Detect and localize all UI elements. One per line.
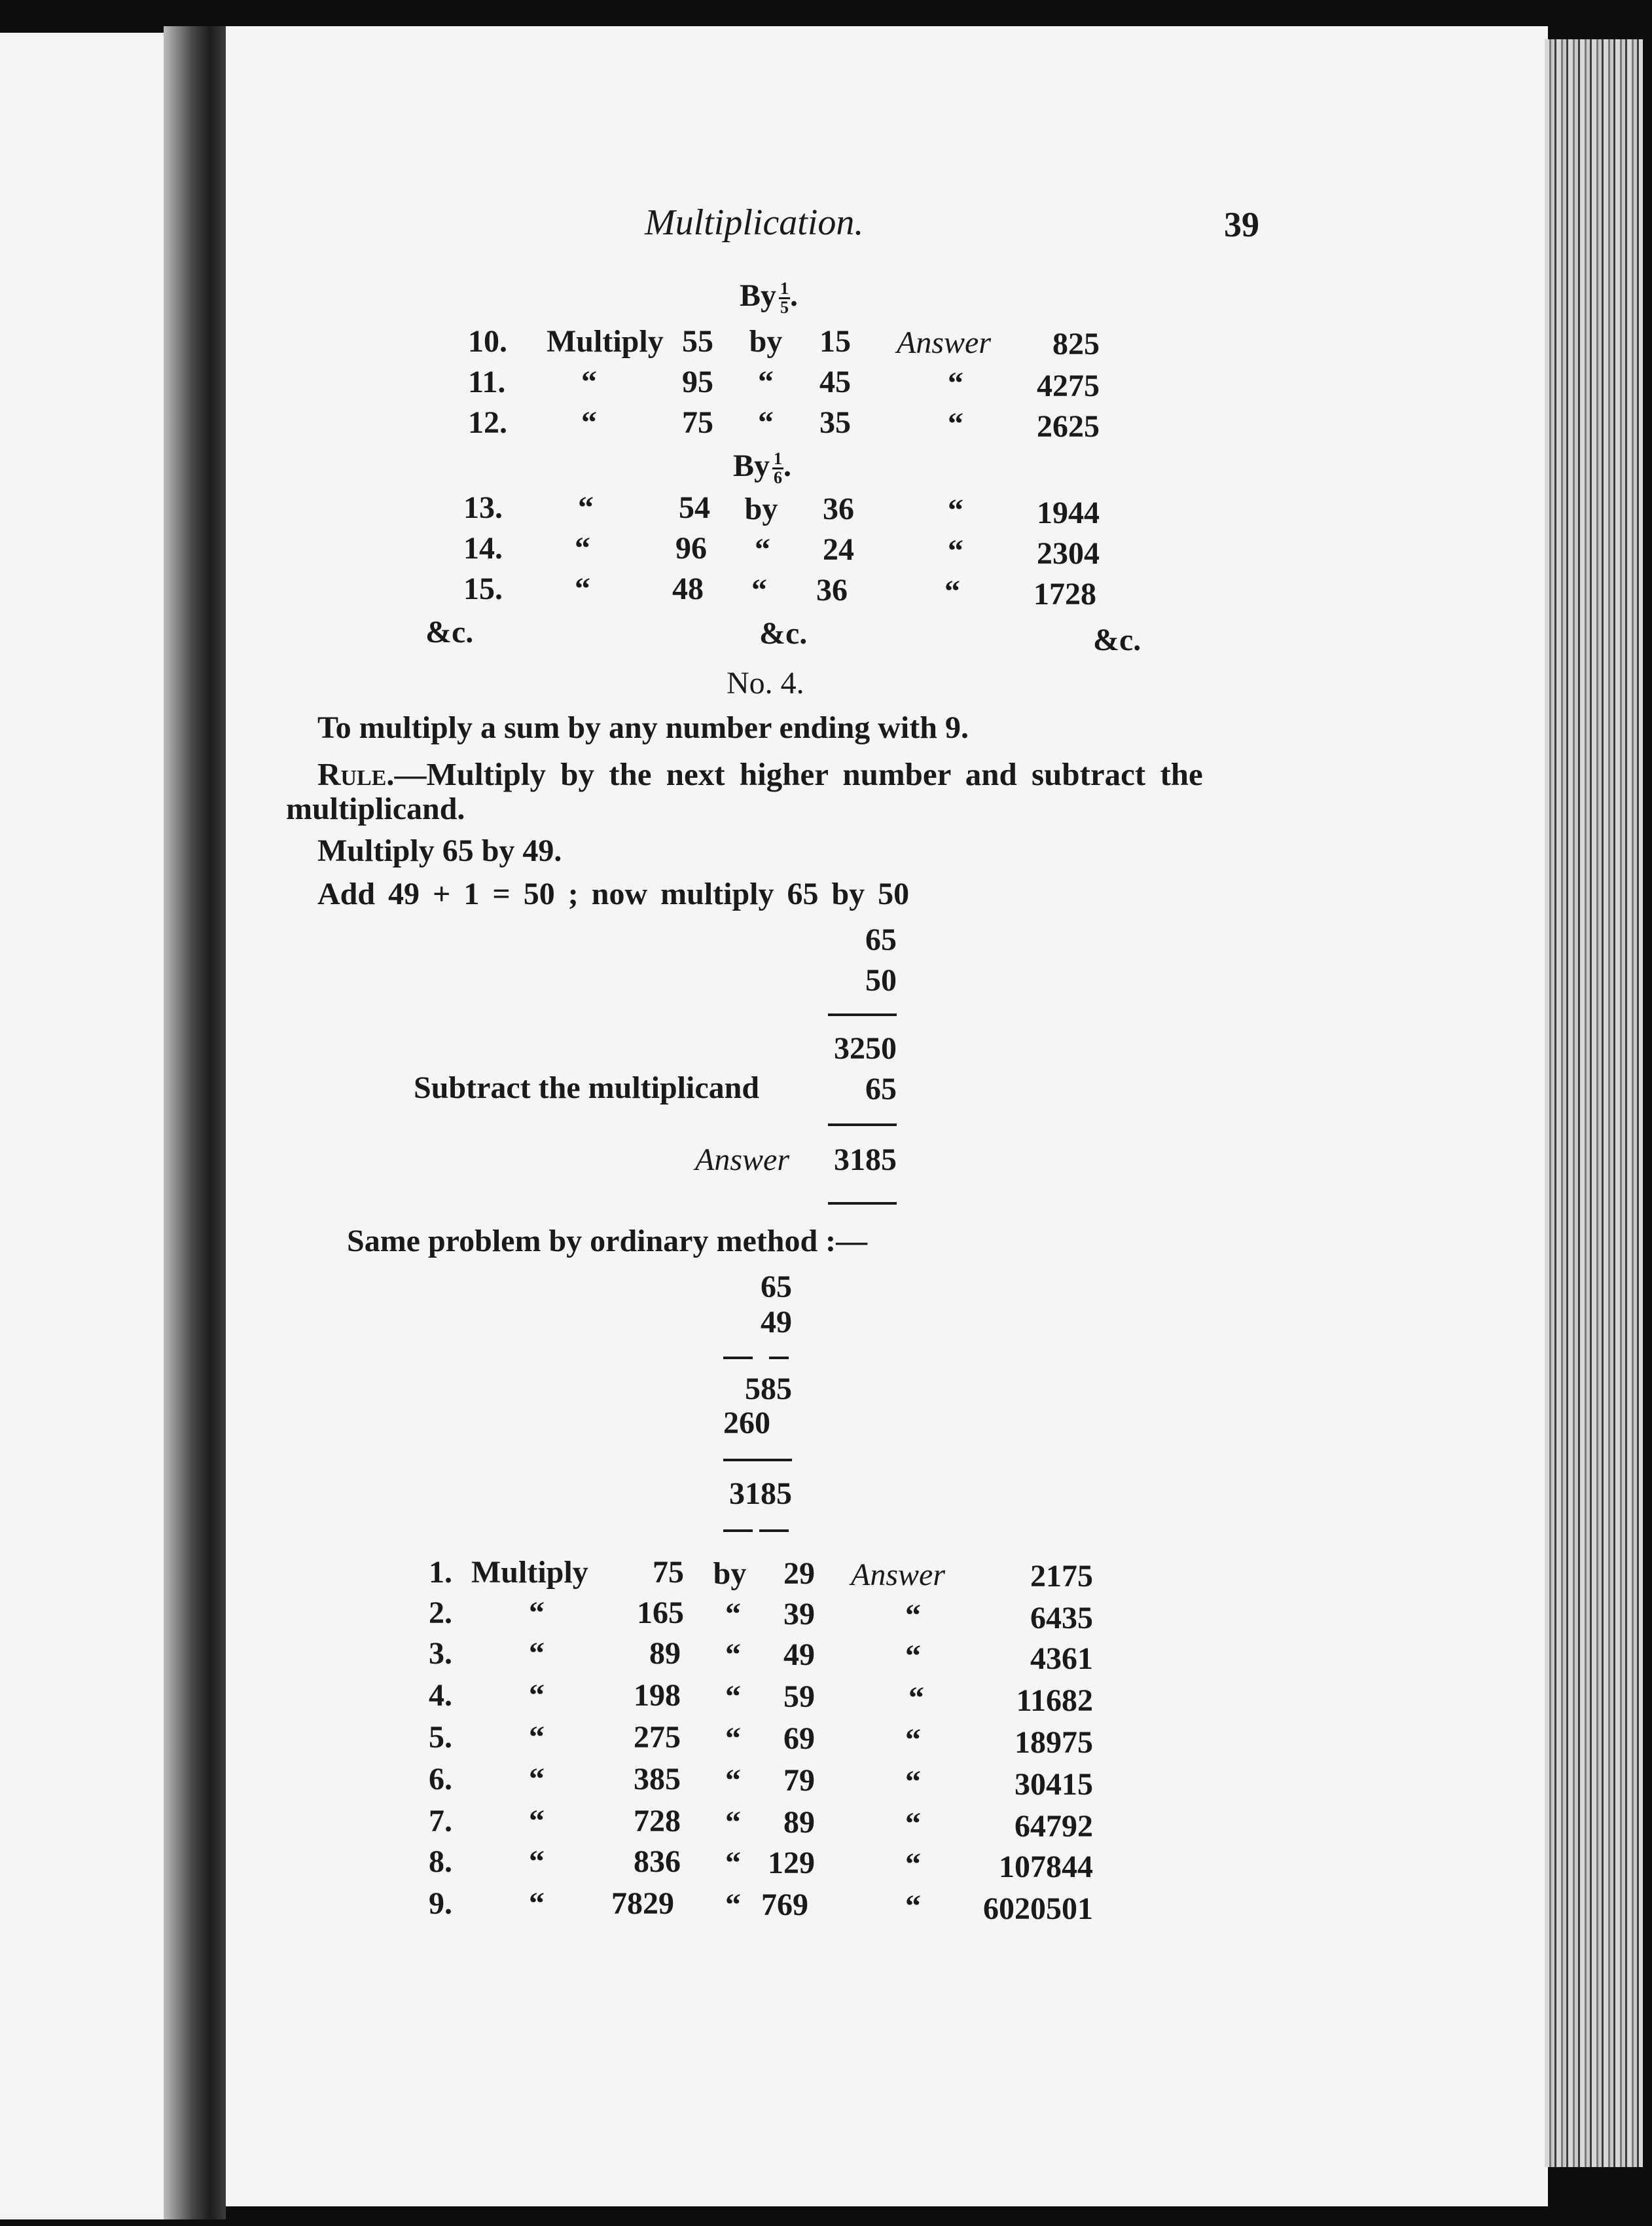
ordinary-partial-1: 585 xyxy=(745,1372,792,1406)
book-gutter xyxy=(164,26,226,2219)
row-multiplier: 36 xyxy=(816,573,848,608)
row-number: 7. xyxy=(429,1804,452,1838)
row-word: “ xyxy=(529,1844,545,1879)
row-word: “ xyxy=(529,1804,545,1838)
row-answer: 1728 xyxy=(1033,577,1096,611)
work-rule xyxy=(828,1202,897,1205)
row-by: “ xyxy=(725,1637,741,1672)
row-number: 2. xyxy=(429,1596,452,1630)
left-page-edge xyxy=(0,33,187,2219)
row-multiplier: 29 xyxy=(783,1556,815,1591)
row-by: “ xyxy=(725,1888,741,1922)
row-word: “ xyxy=(529,1762,545,1797)
row-by: “ xyxy=(758,365,774,399)
row-by: “ xyxy=(755,532,770,567)
row-answer-label: “ xyxy=(905,1806,921,1841)
etc-marker: &c. xyxy=(759,616,808,651)
row-multiplier: 36 xyxy=(823,492,854,526)
work-subtract-value: 65 xyxy=(865,1072,897,1106)
row-by: by xyxy=(713,1556,747,1591)
no4-example: Multiply 65 by 49. xyxy=(317,833,562,868)
row-answer-label: “ xyxy=(944,574,960,609)
row-number: 15. xyxy=(463,572,503,606)
section-heading-no4: No. 4. xyxy=(727,666,804,701)
row-by: by xyxy=(749,324,783,359)
row-multiplier: 45 xyxy=(819,365,851,399)
row-multiplier: 129 xyxy=(768,1846,815,1880)
rule-label: Rule. xyxy=(317,756,395,792)
row-number: 6. xyxy=(429,1762,452,1797)
row-by: “ xyxy=(751,573,767,608)
work-rule xyxy=(828,1123,897,1126)
work-line-2: 50 xyxy=(865,963,897,998)
row-word: “ xyxy=(581,405,597,440)
row-answer: 4275 xyxy=(1037,369,1100,403)
row-multiplicand: 385 xyxy=(634,1762,681,1797)
row-multiplicand: 96 xyxy=(675,531,707,566)
row-multiplicand: 7829 xyxy=(611,1886,674,1921)
row-multiplicand: 728 xyxy=(634,1804,681,1838)
row-multiplier: 49 xyxy=(783,1637,815,1672)
section-heading-sixth: By $\frac{1}{6}$ . xyxy=(733,448,792,488)
row-answer-label: “ xyxy=(948,493,963,528)
row-number: 9. xyxy=(429,1886,452,1921)
no4-rule-continued: multiplicand. xyxy=(286,792,465,826)
row-multiplier: 39 xyxy=(783,1597,815,1632)
row-by: “ xyxy=(725,1846,741,1880)
row-answer: 2625 xyxy=(1037,409,1100,444)
row-answer-label: “ xyxy=(905,1598,921,1633)
work-answer: 3185 xyxy=(834,1142,897,1177)
etc-marker: &c. xyxy=(425,615,474,649)
row-multiplicand: 54 xyxy=(679,490,710,525)
row-answer-label: Answer xyxy=(851,1558,945,1592)
row-by: “ xyxy=(725,1763,741,1798)
row-word: “ xyxy=(578,490,594,525)
row-by: “ xyxy=(725,1805,741,1840)
row-answer: 11682 xyxy=(1016,1683,1093,1718)
row-word: “ xyxy=(529,1678,545,1713)
fraction-one-fifth: $\frac{1}{5}$ xyxy=(780,279,789,318)
row-word: “ xyxy=(529,1596,545,1630)
row-number: 3. xyxy=(429,1636,452,1671)
row-by: “ xyxy=(725,1679,741,1714)
ordinary-line-2: 49 xyxy=(761,1305,792,1340)
row-multiplicand: 89 xyxy=(649,1636,681,1671)
ordinary-total: 3185 xyxy=(729,1476,792,1511)
row-by: “ xyxy=(758,405,774,440)
page-edges xyxy=(1545,39,1643,2167)
row-multiplier: 69 xyxy=(783,1721,815,1756)
ordinary-rule xyxy=(769,1357,789,1359)
row-number: 4. xyxy=(429,1678,452,1713)
row-multiplicand: 55 xyxy=(682,324,713,359)
ordinary-line-1: 65 xyxy=(761,1269,792,1304)
row-answer: 2304 xyxy=(1037,536,1100,571)
fraction-one-sixth: $\frac{1}{6}$ xyxy=(774,449,783,488)
row-number: 10. xyxy=(468,324,507,359)
running-header-title: Multiplication. xyxy=(645,202,864,243)
no4-step: Add 49 + 1 = 50 ; now multiply 65 by 50 xyxy=(317,877,910,911)
row-word: Multiply xyxy=(471,1555,588,1590)
row-multiplicand: 95 xyxy=(682,365,713,399)
row-answer-label: “ xyxy=(905,1889,921,1924)
row-multiplicand: 836 xyxy=(634,1844,681,1879)
row-number: 11. xyxy=(468,365,506,399)
row-answer: 64792 xyxy=(1015,1809,1093,1844)
row-word: “ xyxy=(581,365,597,399)
row-answer: 825 xyxy=(1052,327,1100,361)
row-answer-label: “ xyxy=(905,1639,921,1673)
row-by: “ xyxy=(725,1721,741,1756)
ordinary-rule xyxy=(759,1529,789,1532)
row-word: “ xyxy=(575,572,590,606)
work-subtract-label: Subtract the multiplicand xyxy=(414,1070,760,1105)
row-answer-label: “ xyxy=(948,534,963,568)
row-multiplier: 24 xyxy=(823,532,854,567)
row-multiplicand: 48 xyxy=(672,572,704,606)
work-product: 3250 xyxy=(834,1031,897,1066)
row-number: 5. xyxy=(429,1720,452,1755)
row-multiplicand: 165 xyxy=(637,1596,684,1630)
work-rule xyxy=(828,1013,897,1016)
row-multiplicand: 198 xyxy=(634,1678,681,1713)
row-answer-label: “ xyxy=(905,1764,921,1799)
page-number: 39 xyxy=(1224,205,1259,244)
work-line-1: 65 xyxy=(865,922,897,957)
rule-text: —Multiply by the next higher number and subtract the xyxy=(394,756,1203,792)
row-number: 12. xyxy=(468,405,507,440)
row-multiplicand: 275 xyxy=(634,1720,681,1755)
row-multiplier: 79 xyxy=(783,1763,815,1798)
work-answer-label: Answer xyxy=(695,1142,789,1177)
row-multiplicand: 75 xyxy=(682,405,713,440)
row-number: 13. xyxy=(463,490,503,525)
row-word: “ xyxy=(575,531,590,566)
ordinary-partial-2: 260 xyxy=(723,1406,770,1440)
row-by: “ xyxy=(725,1597,741,1632)
row-answer-label: “ xyxy=(905,1723,921,1757)
row-answer-label: “ xyxy=(905,1847,921,1882)
row-answer: 2175 xyxy=(1030,1559,1093,1594)
row-multiplier: 15 xyxy=(819,324,851,359)
ordinary-rule xyxy=(723,1357,753,1359)
row-word: Multiply xyxy=(547,324,664,359)
row-answer: 1944 xyxy=(1037,496,1100,530)
right-page xyxy=(226,26,1548,2206)
no4-rule xyxy=(317,758,1203,790)
row-answer: 4361 xyxy=(1030,1641,1093,1676)
row-answer-label: “ xyxy=(948,407,963,441)
row-answer: 6435 xyxy=(1030,1601,1093,1635)
row-multiplier: 769 xyxy=(761,1888,808,1922)
row-number: 14. xyxy=(463,531,503,566)
row-multiplicand: 75 xyxy=(653,1555,684,1590)
row-word: “ xyxy=(529,1886,545,1921)
row-multiplier: 89 xyxy=(783,1805,815,1840)
row-answer: 18975 xyxy=(1015,1725,1093,1760)
row-multiplier: 35 xyxy=(819,405,851,440)
row-number: 8. xyxy=(429,1844,452,1879)
section-heading-fifth: By $\frac{1}{5}$ . xyxy=(740,278,799,318)
row-answer: 30415 xyxy=(1015,1767,1093,1802)
row-answer: 107844 xyxy=(999,1850,1093,1884)
row-word: “ xyxy=(529,1720,545,1755)
row-answer-label: “ xyxy=(908,1681,924,1715)
row-answer-label: “ xyxy=(948,366,963,401)
row-number: 1. xyxy=(429,1555,452,1590)
ordinary-label: Same problem by ordinary method :— xyxy=(347,1224,868,1258)
row-answer: 6020501 xyxy=(983,1891,1093,1926)
row-by: by xyxy=(744,492,778,526)
row-multiplier: 59 xyxy=(783,1679,815,1714)
ordinary-rule xyxy=(723,1529,753,1532)
row-answer-label: Answer xyxy=(897,325,991,360)
ordinary-rule xyxy=(723,1459,792,1461)
row-word: “ xyxy=(529,1636,545,1671)
etc-marker: &c. xyxy=(1093,623,1141,657)
no4-intro: To multiply a sum by any number ending with 9. xyxy=(317,710,969,745)
